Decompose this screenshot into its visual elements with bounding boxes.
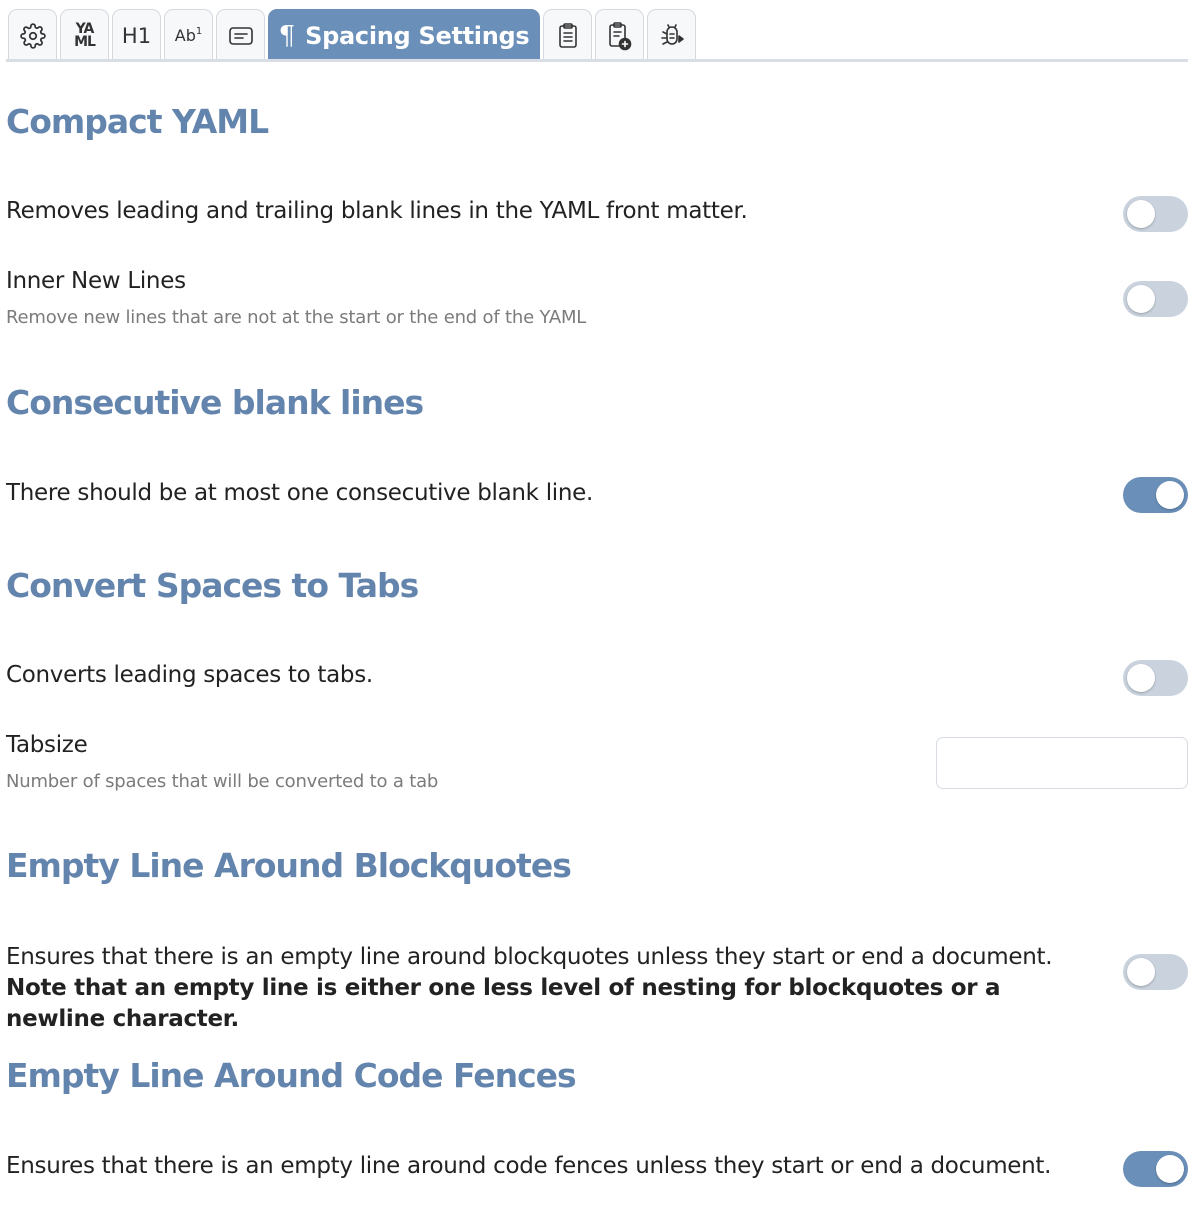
tab-heading[interactable] [112, 9, 161, 61]
section-title-empty-line-around-code-fences: Empty Line Around Code Fences [6, 1056, 576, 1095]
pilcrow-icon: ¶ [278, 20, 296, 51]
section-title-compact-yaml: Compact YAML [6, 102, 269, 141]
blockquotes-toggle[interactable] [1123, 954, 1188, 990]
section-title-consecutive-blank-lines: Consecutive blank lines [6, 383, 424, 422]
tab-paste[interactable] [595, 9, 644, 61]
tabsize-label: Tabsize [6, 732, 88, 758]
toggle-knob [1127, 285, 1155, 313]
tab-general[interactable] [8, 9, 57, 61]
inner-new-lines-toggle[interactable] [1123, 281, 1188, 317]
inner-new-lines-label: Inner New Lines [6, 268, 186, 294]
paste-add-icon [607, 21, 633, 51]
content-icon [228, 25, 254, 47]
compact-yaml-description: Removes leading and trailing blank lines in the YAML front matter. [6, 198, 748, 224]
yaml-icon-top: YA [75, 20, 94, 37]
toggle-knob [1127, 958, 1155, 986]
consecutive-blank-lines-description: There should be at most one consecutive blank line. [6, 480, 594, 506]
clipboard-icon [557, 22, 579, 50]
yaml-icon-bottom: ML [74, 33, 95, 50]
compact-yaml-toggle[interactable] [1123, 196, 1188, 232]
tab-debug[interactable] [647, 9, 696, 61]
tab-capitalization[interactable] [164, 9, 213, 61]
capitalization-icon [175, 26, 202, 45]
convert-spaces-description: Converts leading spaces to tabs. [6, 662, 373, 688]
code-fences-toggle[interactable] [1123, 1151, 1188, 1187]
toggle-knob [1156, 1155, 1184, 1183]
tab-yaml[interactable] [60, 9, 109, 61]
debug-icon [659, 23, 685, 49]
consecutive-blank-lines-toggle[interactable] [1123, 477, 1188, 513]
toggle-knob [1156, 481, 1184, 509]
tab-bar-divider [6, 59, 1188, 62]
toggle-knob [1127, 200, 1155, 228]
heading-icon: H1 [121, 23, 152, 48]
blockquotes-description [6, 942, 1106, 1035]
capitalization-icon-text: Ab [174, 26, 196, 45]
section-title-empty-line-around-blockquotes: Empty Line Around Blockquotes [6, 846, 571, 885]
section-title-convert-spaces-to-tabs: Convert Spaces to Tabs [6, 566, 419, 605]
toggle-knob [1127, 664, 1155, 692]
tab-spacing-settings[interactable] [268, 9, 540, 61]
tabsize-input[interactable] [936, 737, 1188, 789]
convert-spaces-toggle[interactable] [1123, 660, 1188, 696]
tab-clipboard[interactable] [543, 9, 592, 61]
blockquotes-description-note: Note that an empty line is either one less level of nesting for blockquotes or a newline character. [6, 975, 1001, 1032]
inner-new-lines-description: Remove new lines that are not at the start or the end of the YAML [6, 307, 587, 328]
tab-content[interactable] [216, 9, 265, 61]
blockquotes-description-plain: Ensures that there is an empty line around blockquotes unless they start or end a document. [6, 944, 1053, 970]
capitalization-icon-sup: 1 [195, 26, 203, 37]
gear-icon [20, 23, 46, 49]
code-fences-description: Ensures that there is an empty line around code fences unless they start or end a document. [6, 1153, 1052, 1179]
tab-spacing-settings-label: Spacing Settings [305, 21, 530, 50]
tabsize-description: Number of spaces that will be converted to a tab [6, 771, 439, 792]
yaml-icon [74, 20, 95, 50]
settings-tab-bar [8, 8, 699, 61]
